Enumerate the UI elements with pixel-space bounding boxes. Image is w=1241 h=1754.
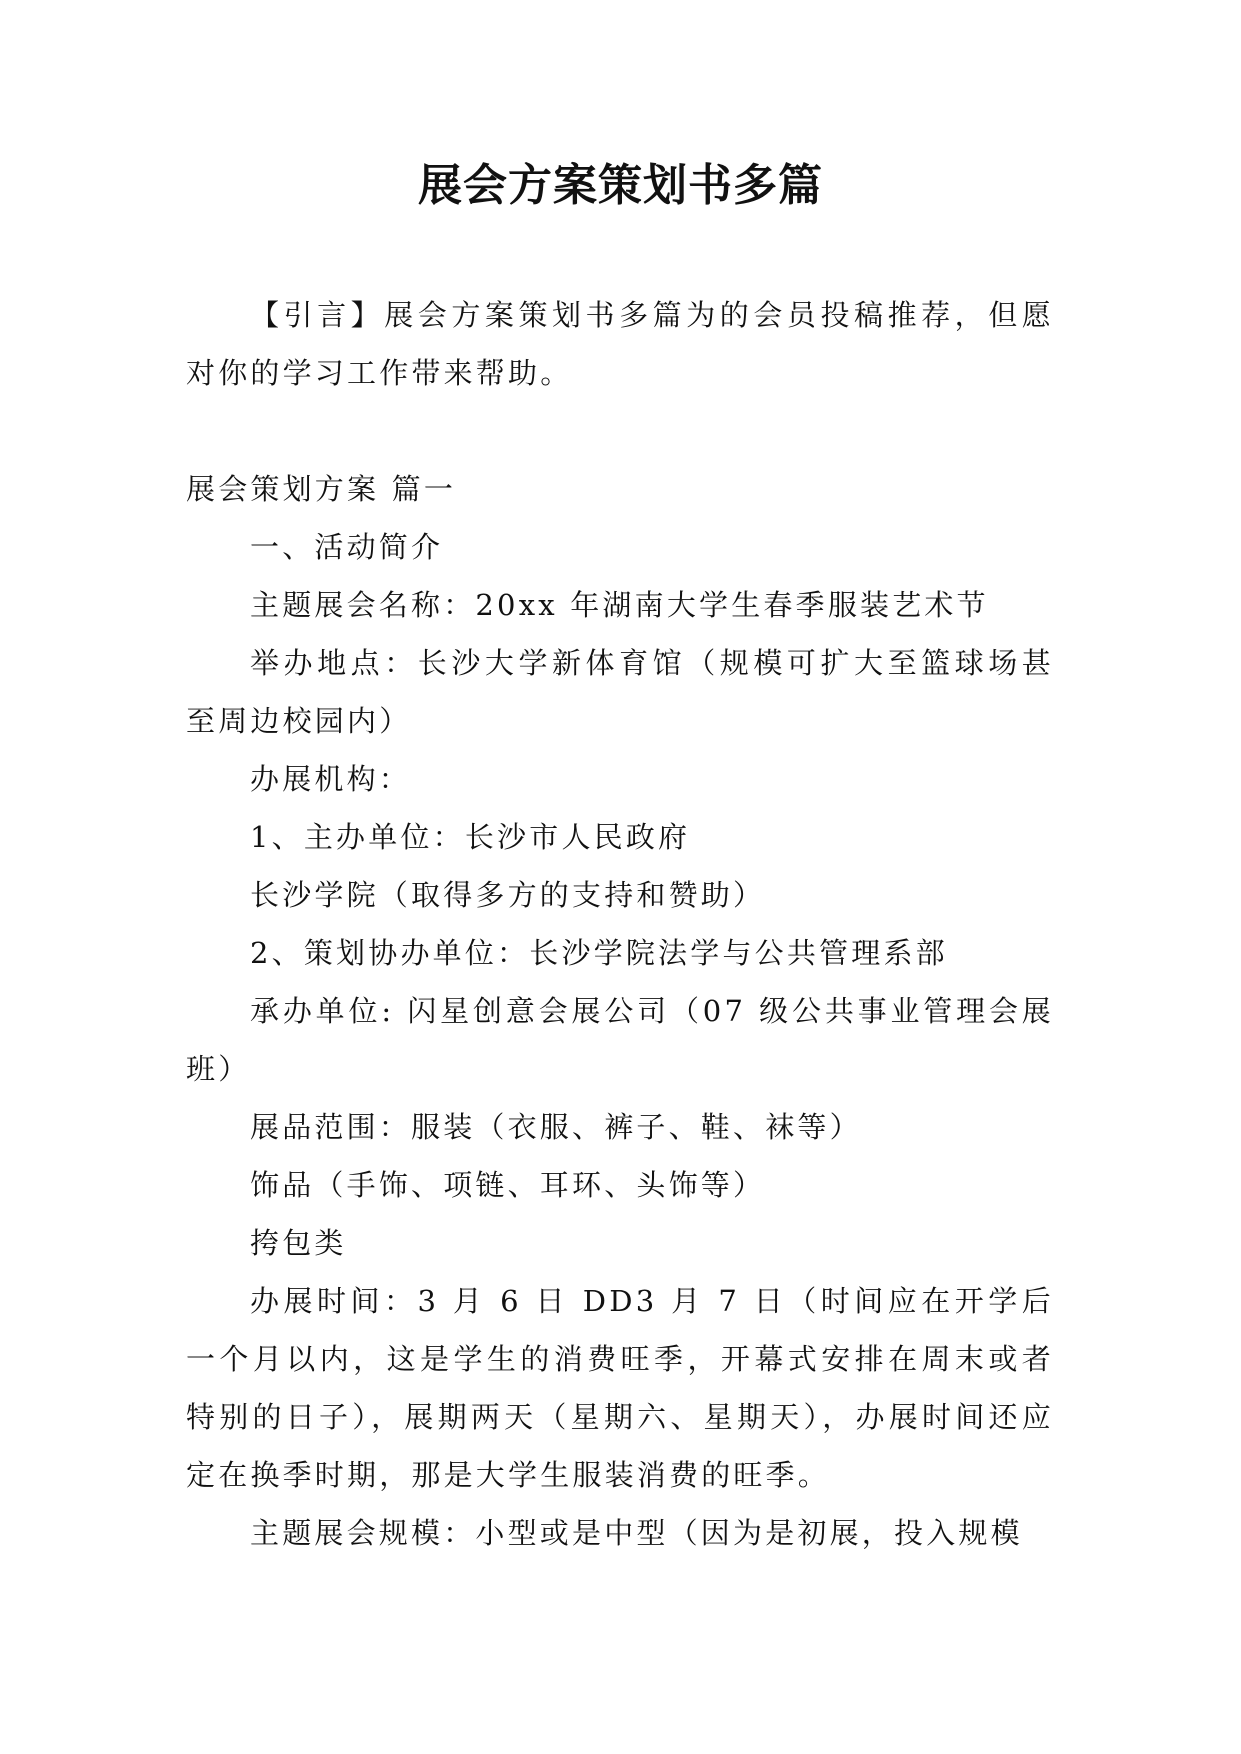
- paragraph: 1、主办单位：长沙市人民政府: [250, 820, 691, 854]
- paragraph: 承办单位: 闪星创意会展公司（07 级公共事业管理会展班）: [186, 994, 1054, 1086]
- paragraph: 挎包类: [250, 1226, 347, 1260]
- spacer: [186, 402, 1054, 460]
- document-body: [186, 286, 1054, 1562]
- paragraph: 主题展会规模：小型或是中型（因为是初展，投入规模: [250, 1516, 1023, 1550]
- section-heading: 展会策划方案 篇一: [186, 472, 457, 506]
- document-title: 展会方案策划书多篇: [418, 160, 823, 211]
- paragraph: 饰品（手饰、项链、耳环、头饰等）: [250, 1168, 766, 1202]
- paragraph: 2、策划协办单位：长沙学院法学与公共管理系部: [250, 936, 948, 970]
- paragraph: 办展机构：: [250, 762, 412, 796]
- paragraph: 办展时间：3 月 6 日 DD3 月 7 日（时间应在开学后一个月以内，这是学生的消费旺季，开幕式安排在周末或者特别的日子），展期两天（星期六、星期天），办展时间还应定在换季时期，那是大学生服装消费的旺季。: [186, 1284, 1054, 1492]
- paragraph: 一、活动简介: [250, 530, 444, 564]
- paragraph: 举办地点：长沙大学新体育馆（规模可扩大至篮球场甚至周边校园内）: [186, 646, 1054, 738]
- paragraph: 展品范围：服装（衣服、裤子、鞋、袜等）: [250, 1110, 862, 1144]
- paragraph: 长沙学院（取得多方的支持和赞助）: [250, 878, 766, 912]
- intro-paragraph: 【引言】展会方案策划书多篇为的会员投稿推荐，但愿对你的学习工作带来帮助。: [186, 298, 1054, 390]
- paragraph: 主题展会名称：20xx 年湖南大学生春季服装艺术节: [250, 588, 989, 622]
